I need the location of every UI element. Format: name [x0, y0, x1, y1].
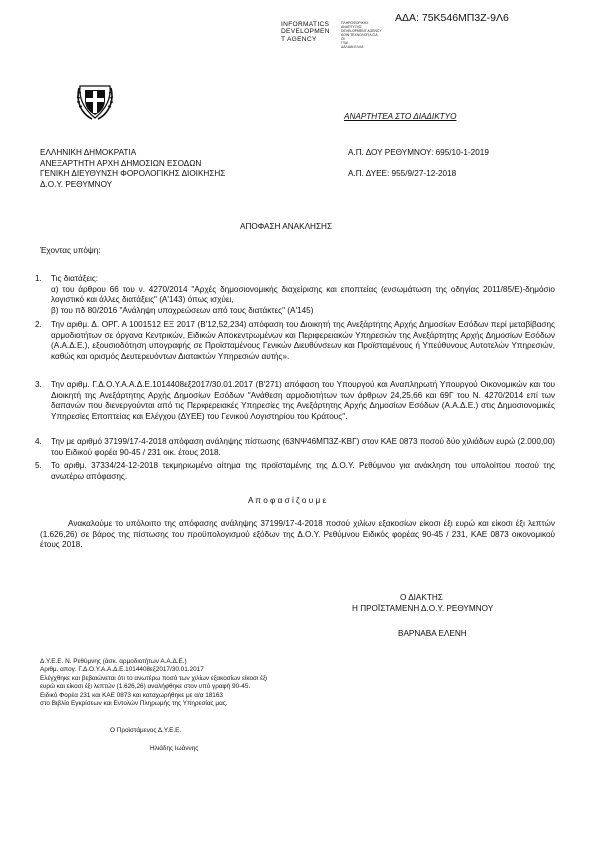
internet-publication-notice: ΑΝΑΡΤΗΤΕΑ ΣΤΟ ΔΙΑΔΙΚΤΥΟ [344, 112, 457, 121]
footer-line: Δ.Υ.Ε.Ε. Ν. Ρεθύμνης (άσκ. αρμοδιοτήτων Α.Α.Δ.Ε.) [40, 658, 187, 665]
footer-line: στο Βιβλίο Εγκρίσεων και Εντολών Πληρωμής της Υπηρεσίας μας. [40, 700, 228, 708]
authority-line: ΑΝΕΞΑΡΤΗΤΗ ΑΡΧΗ ΔΗΜΟΣΙΩΝ ΕΣΟΔΩΝ [40, 158, 202, 168]
item-5-text: Το αριθμ. 37334/24-12-2018 τεκμηριωμένο αίτημα της προϊσταμένης της Δ.Ο.Υ. Ρεθύμνου για ανάκληση του υπολοίπου ποσού της ανωτέρω απόφασης. [51, 461, 555, 481]
logo-line: DEVELOPMEN [281, 28, 330, 36]
item-line: α) του άρθρου 66 του ν. 4270/2014 "Αρχές δημοσιονομικής διαχείρισης και εποπτείας (ενσωμάτωση της οδηγίας 2011/85/Ε)-δημόσιο λογιστικό και άλλες διατάξεις" (Α'143) όπως ισχύει, [51, 284, 555, 304]
official-title: Ο Προϊστάμενος Δ.Υ.Ε.Ε. [110, 727, 182, 734]
item-3-text: Την αριθμ. Γ.Δ.Ο.Υ.Α.Α.Δ.Ε.1014408εξ2017/30.01.2017 (Β'271) απόφαση του Υπουργού και Αναπληρωτή Υπουργού Οικονομικών και του Διοικητή της Ανεξάρτητης Αρχής Δημοσίων Εσόδων "Ανάθεση αρμοδιοτήτων των άρθρων 24,25,66 και 69Γ του Ν. 4270/2014 επί των δαπανών που διενεργούνται από τις Περιφερειακές Υπηρεσίες της Ανεξάρτητης Αρχής Δημοσίων Εσόδων (Α.Α.Δ.Ε.) στις Δημοσιονομικές Υπηρεσίες Εποπτείας και Ελέγχου (ΔΥΕΕ) του Γενικού Λογιστηρίου του Κράτους". [51, 380, 555, 421]
decision-text: Ανακαλούμε το υπόλοιπο της απόφασης ανάληψης 37199/17-4-2018 ποσού χιλίων εξακοσίων είκοσι έξι ευρώ και είκοσι έξι λεπτών (1.626,26) σε βάρος της πίστωσης του προϋπολογισμού εξόδων της Δ.Ο.Υ. Ρεθύμνου Ειδικός φορέας 90-45 / 231, ΚΑΕ 0873 οικονομικού έτους 2018. [40, 519, 555, 549]
logo-small-line: ΑΝΑΠΤΥΞΗΣ [341, 25, 362, 29]
logo-small-line: DEVELOPMENT AGENCY [341, 29, 382, 33]
protocol-number-dou: Α.Π. ΔΟΥ ΡΕΘΥΜΝΟΥ: 695/10-1-2019 [348, 148, 489, 157]
logo-line: INFORMATICS [281, 21, 330, 28]
authority-line: Δ.Ο.Υ. ΡΕΘΥΜΝΟΥ [40, 179, 113, 189]
item-1-text [51, 274, 555, 316]
footer-line: Αριθμ. απογ. Γ.Δ.Ο.Υ.Α.Α.Δ.Ε.1014408εξ2017/30.01.2017 [40, 666, 204, 674]
logo-small-line: ΟΙ [341, 37, 345, 41]
item-number: 1. [35, 274, 42, 283]
footer-line: Ελέγχθηκε και βεβαιώνεται ότι το ανωτέρω ποσό των χιλίων εξακοσίων είκοσι έξι [40, 674, 268, 682]
greek-coat-of-arms-icon [76, 78, 114, 122]
protocol-number-dyee: Α.Π. ΔΥΕΕ: 955/9/27-12-2018 [348, 169, 457, 178]
item-line: β) του πδ 80/2016 "Ανάληψη υποχρεώσεων από τους διατάκτες" (Α'145) [51, 305, 314, 315]
footer-line: ευρώ και είκοσι έξι λεπτών (1.626,26) αναλήφθηκε στον υπό γραφή 90-45. [40, 683, 251, 691]
ada-code: ΑΔΑ: 75Κ546ΜΠ3Ζ-9Λ6 [395, 12, 509, 24]
signature-name: ΒΑΡΝΑΒΑ ΕΛΕΝΗ [398, 629, 467, 638]
footer-line: Ειδικό Φορέα 231 και ΚΑΕ 0873 και καταχωρήθηκε με α/α 18163 [40, 691, 223, 699]
item-2-text: Την αριθμ. Δ. ΟΡΓ. Α 1001512 ΕΞ 2017 (Β'12,52,234) απόφαση του Διοικητή της Ανεξάρτητης Αρχής Δημοσίων Εσόδων περί μεταβίβασης αρμοδιοτήτων σε όργανα Κεντρικών, Ειδικών Αποκεντρωμένων και Περιφερειακών Υπηρεσιών της Ανεξάρτητης Αρχής Δημοσίων Εσόδων (Α.Α.Δ.Ε.), εξουσιοδότηση υπογραφής σε Προϊσταμένους Γενικών Διευθύνσεων και Προϊσταμένους ή Υπεύθυνους Αυτοτελών Υπηρεσιών, καθώς και ορισμός Δευτερευόντων Διατακτών Υπηρεσιών αυτής». [51, 320, 555, 361]
authority-block [40, 148, 225, 190]
item-4-text: Την με αριθμό 37199/17-4-2018 απόφαση ανάληψης πίστωσης (63ΝΨ46ΜΠ3Ζ-ΚΒΓ) στον ΚΑΕ 0873 ποσού δύο χιλιάδων ευρώ (2.000,00) του Ειδικού φορέα 90-45 / 231 οικ. έτους 2018. [51, 437, 556, 457]
logo-line: T AGENCY [281, 35, 317, 43]
logo-small-line: ΔΑΛΙΑΝ ΕΛΛΑ [341, 45, 364, 49]
footer-certification [40, 658, 267, 708]
informatics-logo-small-text [341, 21, 382, 49]
authority-line: ΓΕΝΙΚΗ ΔΙΕΥΘΥΝΣΗ ΦΟΡΟΛΟΓΙΚΗΣ ΔΙΟΙΚΗΣΗΣ [40, 169, 226, 178]
document-title: ΑΠΟΦΑΣΗ ΑΝΑΚΛΗΣΗΣ [240, 222, 333, 231]
logo-small-line: ΚΟΙΝ ΤΕΧΝΟΛΟΓΙΑ ΙΣΑ [341, 33, 378, 37]
signature-role-1: Ο ΔΙΑΚΤΗΣ [400, 593, 443, 602]
logo-small-line: ΓΥΑΙ [341, 41, 349, 45]
item-number: 5. [35, 461, 42, 470]
official-name: Ηλιάδης Ιωάννης [150, 745, 199, 752]
logo-small-line: ΠΛΗΡΟΦΟΡΙΚΗΣ [341, 21, 369, 25]
item-line: Τις διατάξεις: [51, 274, 99, 283]
decide-heading: Α π ο φ α σ ί ζ ο υ μ ε [248, 496, 327, 505]
authority-line: ΕΛΛΗΝΙΚΗ ΔΗΜΟΚΡΑΤΙΑ [40, 148, 137, 157]
item-number: 2. [35, 320, 42, 329]
signature-role-2: Η ΠΡΟΪΣΤΑΜΕΝΗ Δ.Ο.Υ. ΡΕΘΥΜΝΟΥ [352, 604, 494, 613]
item-number: 4. [35, 437, 42, 446]
considering-heading: Έχοντας υπόψη: [40, 246, 101, 255]
informatics-logo-text [281, 21, 330, 43]
item-number: 3. [35, 380, 42, 389]
